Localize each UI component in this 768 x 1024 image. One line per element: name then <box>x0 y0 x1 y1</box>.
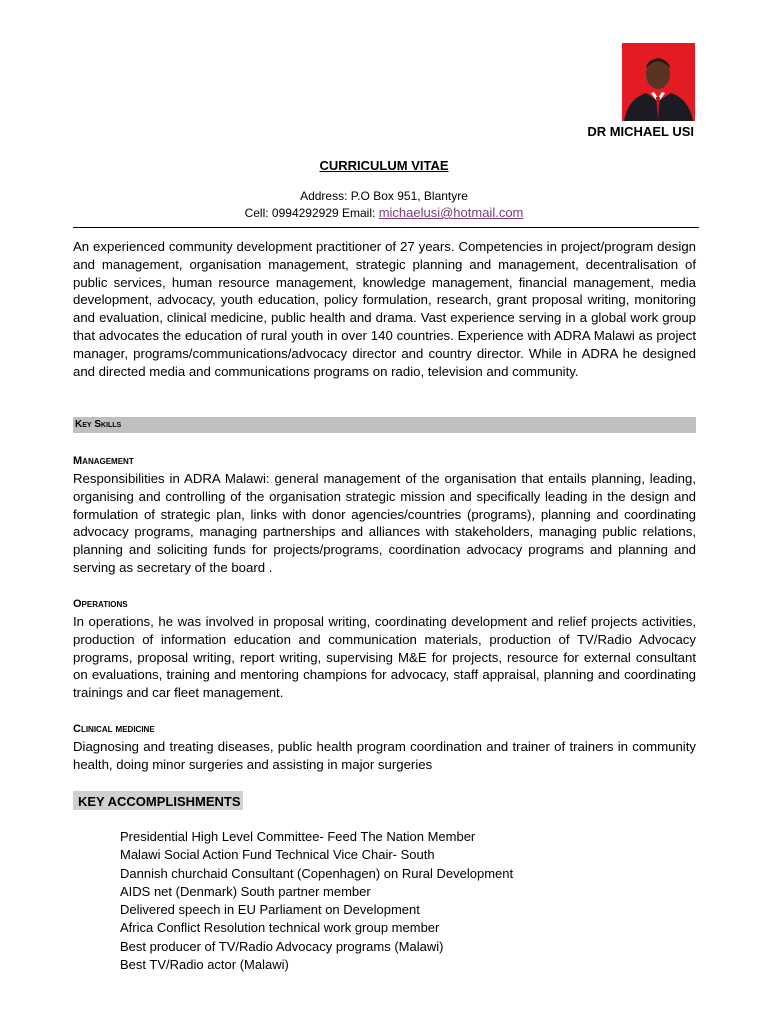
list-item: AIDS net (Denmark) South partner member <box>120 883 371 899</box>
document-title-text: CURRICULUM VITAE <box>319 158 449 173</box>
email-link[interactable]: michaelusi@hotmail.com <box>378 205 524 220</box>
applicant-name: DR MICHAEL USI <box>587 124 694 139</box>
accomplishments-heading: KEY ACCOMPLISHMENTS <box>78 794 241 809</box>
portrait-image <box>622 43 695 121</box>
accomplishments-list <box>120 828 513 974</box>
accomplishments-bar <box>73 791 243 810</box>
list-item: Dannish churchaid Consultant (Copenhagen) on Rural Development <box>120 865 514 881</box>
list-item: Best TV/Radio actor (Malawi) <box>120 957 289 973</box>
cell-label: Cell: 0994292929 Email: <box>244 206 379 220</box>
operations-heading: Operations <box>73 598 128 610</box>
management-heading: Management <box>73 455 134 467</box>
address-line: Address: P.O Box 951, Blantyre <box>300 189 468 203</box>
list-item: Africa Conflict Resolution technical work group member <box>120 920 440 936</box>
list-item: Best producer of TV/Radio Advocacy programs (Malawi) <box>120 938 444 954</box>
clinical-paragraph: Diagnosing and treating diseases, public health program coordination and trainer of trainers in community health, doing minor surgeries and assisting in major surgeries <box>73 739 696 772</box>
contact-line <box>0 205 768 220</box>
key-skills-bar <box>73 417 696 433</box>
management-paragraph: Responsibilities in ADRA Malawi: general management of the organisation that entails planning, leading, organising and controlling of the organisation strategic mission and specifically leading in the design and formulation of strategic plan, links with donor agencies/countries (programs), planning and coordinating advocacy programs, managing partnerships and alliances with stakeholders, managing public relations, planning and soliciting funds for projects/programs, coordination advocacy programs and planning and serving as secretary of the board . <box>73 471 696 575</box>
header-divider <box>73 227 699 228</box>
operations-paragraph: In operations, he was involved in proposal writing, coordinating development and relief projects activities, production of information education and communication materials, production of TV/Radio Advocacy programs, proposal writing, report writing, supervising M&E for projects, resource for external consultant on evaluations, training and mentoring champions for advocacy, staff appraisal, planning and coordinating trainings and car fleet management. <box>73 614 696 701</box>
list-item: Presidential High Level Committee- Feed The Nation Member <box>120 829 476 844</box>
list-item: Malawi Social Action Fund Technical Vice Chair- South <box>120 847 435 863</box>
summary-paragraph: An experienced community development practitioner of 27 years. Competencies in project/program design and management, organisation management, strategic planning and management, decentralisation of public services, human resource management, knowledge management, financial management, media development, advocacy, youth education, policy formulation, research, grant proposal writing, monitoring and evaluation, clinical medicine, public health and drama. Vast experience serving in a global work group that advocates the education of rural youth in over 140 countries. Experience with ADRA Malawi as project manager, programs/communications/advocacy director and country director. While in ADRA he designed and directed media and communications programs on radio, television and community. <box>73 239 696 379</box>
profile-photo <box>622 43 695 121</box>
list-item: Delivered speech in EU Parliament on Development <box>120 902 420 918</box>
document-title <box>0 158 768 173</box>
key-skills-heading: Key Skills <box>75 419 122 430</box>
clinical-heading: Clinical medicine <box>73 723 155 735</box>
